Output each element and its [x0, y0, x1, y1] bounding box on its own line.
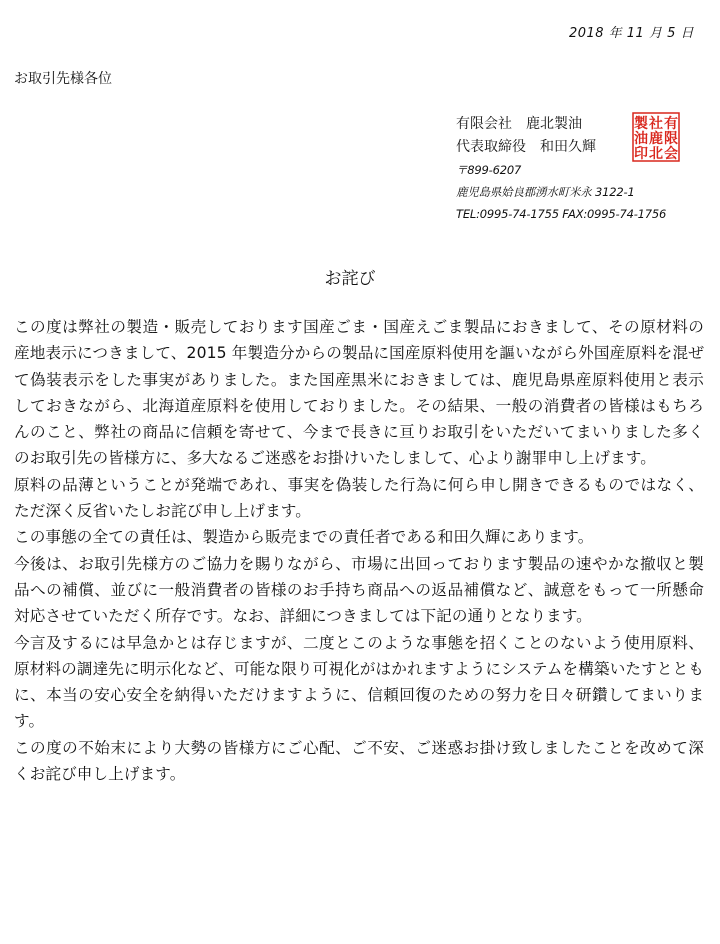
seal-char: 油 [634, 131, 648, 147]
paragraph-5: 今言及するには早急かとは存じますが、二度とこのような事態を招くことのないよう使用原料、原材料の調達先に明示化など、可能な限り可視化がはかれますようにシステムを構築いたすとともに、本当の安心安全を納得いただけますように、信頼回復のための努力を日々研鑽してまいります。 [14, 633, 704, 731]
paragraph-4: 今後は、お取引先様方のご協力を賜りながら、市場に出回っております製品の速やかな撤収と製品への補償、並びに一般消費者の皆様のお手持ち商品への返品補償など、誠意をもって一所懸命対応させていただく所存です。なお、詳細につきましては下記の通りとなります。 [14, 554, 704, 626]
address: 鹿児島県姶良郡湧水町米永 3122-1 [456, 185, 635, 199]
paragraph-3: この事態の全ての責任は、製造から販売までの責任者である和田久輝にあります。 [14, 528, 594, 547]
paragraph-1: この度は弊社の製造・販売しております国産ごま・国産えごま製品におきまして、その原材料の産地表示につきまして、2015 年製造分からの製品に国産原料使用を謳いながら外国産原料を混ぜて偽装表示をした事実がありました。また国産黒米におきましては、鹿児島県産原料使用と表示しておきながら、北海道産原料を使用しておりました。その結果、一般の消費者の皆様はもちろんのこと、弊社の商品に信頼を寄せて、今まで長きに亘りお取引をいただいてまいりました多くのお取引先の皆様方に、多大なるご迷惑をお掛けいたしまして、心より謝罪申し上げます。 [14, 318, 704, 468]
contact-numbers: TEL:0995-74-1755 FAX:0995-74-1756 [456, 207, 667, 221]
letter-title: お詫び [324, 269, 376, 289]
representative-title: 代表取締役 [456, 139, 526, 155]
seal-char: 限 [664, 131, 678, 147]
seal-char: 北 [649, 146, 663, 162]
seal-char: 有 [664, 116, 678, 132]
company-name: 鹿北製油 [526, 116, 582, 132]
letter-body [14, 314, 704, 787]
seal-char: 印 [634, 146, 648, 162]
seal-char: 製 [634, 116, 648, 132]
paragraph-2: 原料の品薄ということが発端であれ、事実を偽装した行為に何ら申し開きできるものではなく、ただ深く反省いたしお詫び申し上げます。 [14, 475, 704, 521]
addressee: お取引先様各位 [14, 71, 112, 87]
letter-date: 2018 年 11 月 5 日 [568, 26, 694, 41]
representative-name: 和田久輝 [540, 139, 596, 155]
seal-char: 社 [649, 116, 663, 132]
postal-code: 〒899-6207 [456, 163, 522, 177]
seal-char: 鹿 [649, 131, 663, 147]
company-seal-icon [632, 112, 680, 162]
paragraph-6: この度の不始末により大勢の皆様方にご心配、ご不安、ご迷惑お掛け致しましたことを改めて深くお詫び申し上げます。 [14, 738, 704, 784]
seal-char: 会 [664, 146, 678, 162]
company-type: 有限会社 [456, 116, 512, 132]
